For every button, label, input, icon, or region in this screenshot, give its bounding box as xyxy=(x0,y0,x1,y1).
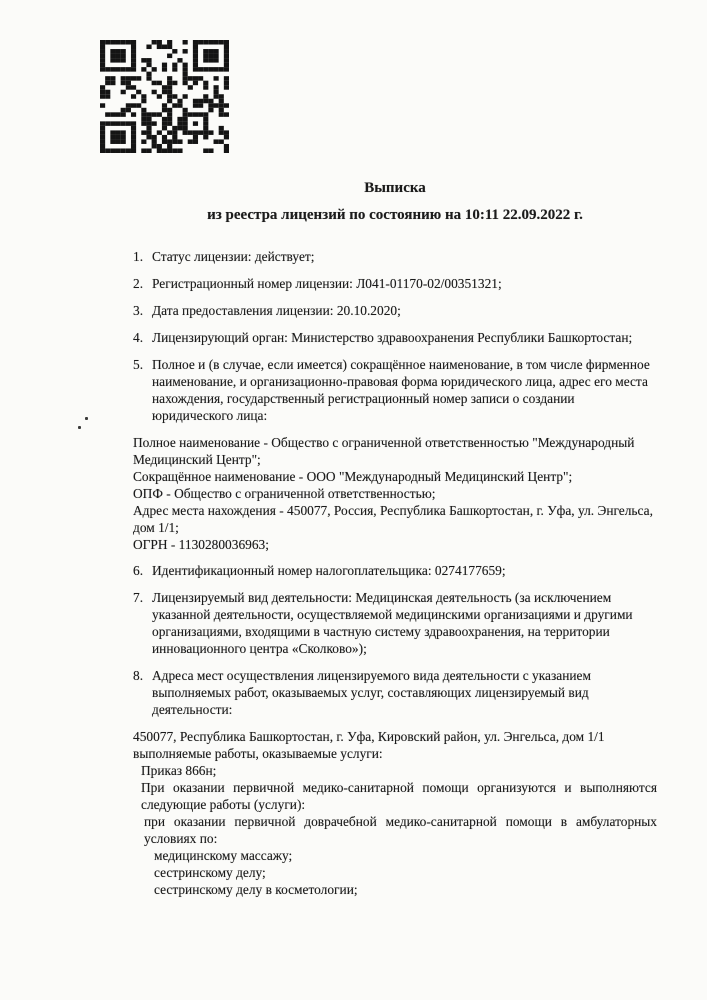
org-full-name: Полное наименование - Общество с ограниченной ответственностью "Международный Медицинский Центр"; xyxy=(133,435,635,467)
org-opf: ОПФ - Общество с ограниченной ответственностью; xyxy=(133,486,436,501)
item-registration-number xyxy=(133,275,657,292)
item-text: Статус лицензии: действует; xyxy=(152,249,315,264)
activity-address-block xyxy=(133,728,657,898)
document-body xyxy=(133,179,657,907)
item-licensed-activity xyxy=(133,589,657,657)
service-item: сестринскому делу в косметологии; xyxy=(154,882,358,897)
item-license-status xyxy=(133,248,657,265)
item-grant-date xyxy=(133,302,657,319)
document-title: Выписка xyxy=(364,180,426,196)
document-subtitle: из реестра лицензий по состоянию на 10:11 22.09.2022 г. xyxy=(207,207,583,223)
item-number: 1. xyxy=(133,249,144,264)
service-item: медицинскому массажу; xyxy=(154,848,293,863)
works-paragraph-prehospital-care: при оказании первичной доврачебной медико-санитарной помощи в амбулаторных условиях по: xyxy=(144,814,657,846)
item-inn xyxy=(133,562,657,579)
org-ogrn: ОГРН - 1130280036963; xyxy=(133,537,269,552)
item-number: 7. xyxy=(133,590,144,605)
item-text: Лицензируемый вид деятельности: Медицинская деятельность (за исключением указанной деятельности, осуществляемой медицинскими организациями и другими организациями, входящими в частную систему здравоохранения, на территории инновационного центра «Сколково»); xyxy=(152,590,633,656)
item-number: 2. xyxy=(133,276,144,291)
qr-code-icon xyxy=(100,40,229,153)
works-paragraph-primary-care: При оказании первичной медико-санитарной помощи организуются и выполняются следующие работы (услуги): xyxy=(141,780,657,812)
item-number: 5. xyxy=(133,357,144,372)
order-reference: Приказ 866н; xyxy=(141,763,217,778)
activity-address: 450077, Республика Башкортостан, г. Уфа, Кировский район, ул. Энгельса, дом 1/1 xyxy=(133,729,605,744)
item-number: 3. xyxy=(133,303,144,318)
works-label: выполняемые работы, оказываемые услуги: xyxy=(133,746,383,761)
item-licensing-authority xyxy=(133,329,657,346)
item-text: Дата предоставления лицензии: 20.10.2020; xyxy=(152,303,401,318)
license-items-list xyxy=(133,248,657,898)
item-number: 6. xyxy=(133,563,144,578)
item-text: Лицензирующий орган: Министерство здравоохранения Республики Башкортостан; xyxy=(152,330,633,345)
service-item: сестринскому делу; xyxy=(154,865,266,880)
ink-speck xyxy=(85,417,88,420)
org-address: Адрес места нахождения - 450077, Россия, Республика Башкортостан, г. Уфа, ул. Энгельса, дом 1/1; xyxy=(133,503,653,535)
item-text: Регистрационный номер лицензии: Л041-01170-02/00351321; xyxy=(152,276,502,291)
item-number: 4. xyxy=(133,330,144,345)
item-text: Полное и (в случае, если имеется) сокращённое наименование, в том числе фирменное наименование, и организационно-правовая форма юридического лица, адрес его места нахождения, государственный регистрационный номер записи о создании юридического лица: xyxy=(152,357,650,423)
item-text: Адреса мест осуществления лицензируемого вида деятельности с указанием выполняемых работ, оказываемых услуг, составляющих лицензируемый вид деятельности: xyxy=(152,668,591,717)
ink-speck xyxy=(78,426,81,429)
item-number: 8. xyxy=(133,668,144,683)
item-activity-addresses-heading xyxy=(133,667,657,718)
org-short-name: Сокращённое наименование - ООО "Международный Медицинский Центр"; xyxy=(133,469,573,484)
item-names-heading xyxy=(133,356,657,424)
organization-details xyxy=(133,434,657,553)
item-text: Идентификационный номер налогоплательщика: 0274177659; xyxy=(152,563,506,578)
